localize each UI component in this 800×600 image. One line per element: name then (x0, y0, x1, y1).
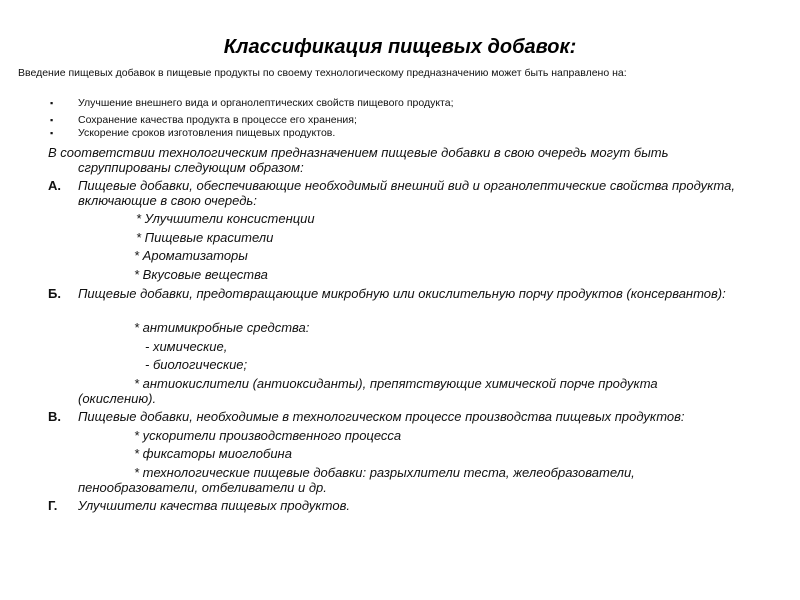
section-a-sub-item: * Улучшители консистенции (136, 211, 315, 226)
group-lead-paragraph (48, 145, 748, 175)
bullet-text: Ускорение сроков изготовления пищевых продуктов. (78, 127, 336, 139)
bullet-marker-icon: ▪ (50, 98, 54, 108)
section-v-sub-item-continued: пенообразователи, отбеливатели и др. (78, 480, 327, 495)
section-v-text: Пищевые добавки, необходимые в технологическом процессе производства пищевых продуктов: (78, 409, 685, 424)
section-a-text: Пищевые добавки, обеспечивающие необходимый внешний вид и органолептические свойства продукта, включающие в свою очередь: (78, 178, 735, 208)
section-v-sub-item: * технологические пищевые добавки: разрыхлители теста, желеобразователи, (134, 465, 635, 480)
section-a-sub-item: * Ароматизаторы (134, 248, 248, 263)
bullet-text: Улучшение внешнего вида и органолептических свойств пищевого продукта; (78, 97, 454, 109)
group-lead-text: В соответствии технологическим предназначением пищевые добавки в свою очередь могут быть сгруппированы следующим образом: (48, 145, 669, 175)
section-v-marker: В. (48, 409, 61, 424)
intro-paragraph (18, 67, 778, 79)
section-b-sub-item: * антимикробные средства: (134, 320, 310, 335)
section-b-marker: Б. (48, 286, 61, 301)
section-b-sub-item-continued: (окислению). (78, 391, 157, 406)
section-v (48, 409, 768, 424)
section-a-marker: А. (48, 178, 61, 193)
section-g-text: Улучшители качества пищевых продуктов. (78, 498, 350, 513)
section-b-text: Пищевые добавки, предотвращающие микробную или окислительную порчу продуктов (консервантов): (78, 286, 726, 301)
section-v-sub-item: * ускорители производственного процесса (134, 428, 402, 443)
bullet-marker-icon: ▪ (50, 115, 54, 125)
section-g-marker: Г. (48, 498, 58, 513)
section-v-sub-item: * фиксаторы миоглобина (134, 446, 292, 461)
bullet-text: Сохранение качества продукта в процессе его хранения; (78, 114, 357, 126)
section-a (48, 178, 738, 208)
section-b-sub-item: * антиокислители (антиоксиданты), препятствующие химической порче продукта (134, 376, 658, 391)
section-a-sub-item: * Вкусовые вещества (134, 267, 268, 282)
section-b-sub-item: - биологические; (145, 357, 248, 372)
section-b (48, 286, 738, 301)
section-b-sub-item: - химические, (145, 339, 228, 354)
section-g (48, 498, 768, 513)
intro-text: Введение пищевых добавок в пищевые продукты по своему технологическому предназначению может быть направлено на: (18, 67, 627, 79)
slide-title: Классификация пищевых добавок: (223, 36, 577, 58)
bullet-marker-icon: ▪ (50, 128, 54, 138)
section-a-sub-item: * Пищевые красители (136, 230, 274, 245)
